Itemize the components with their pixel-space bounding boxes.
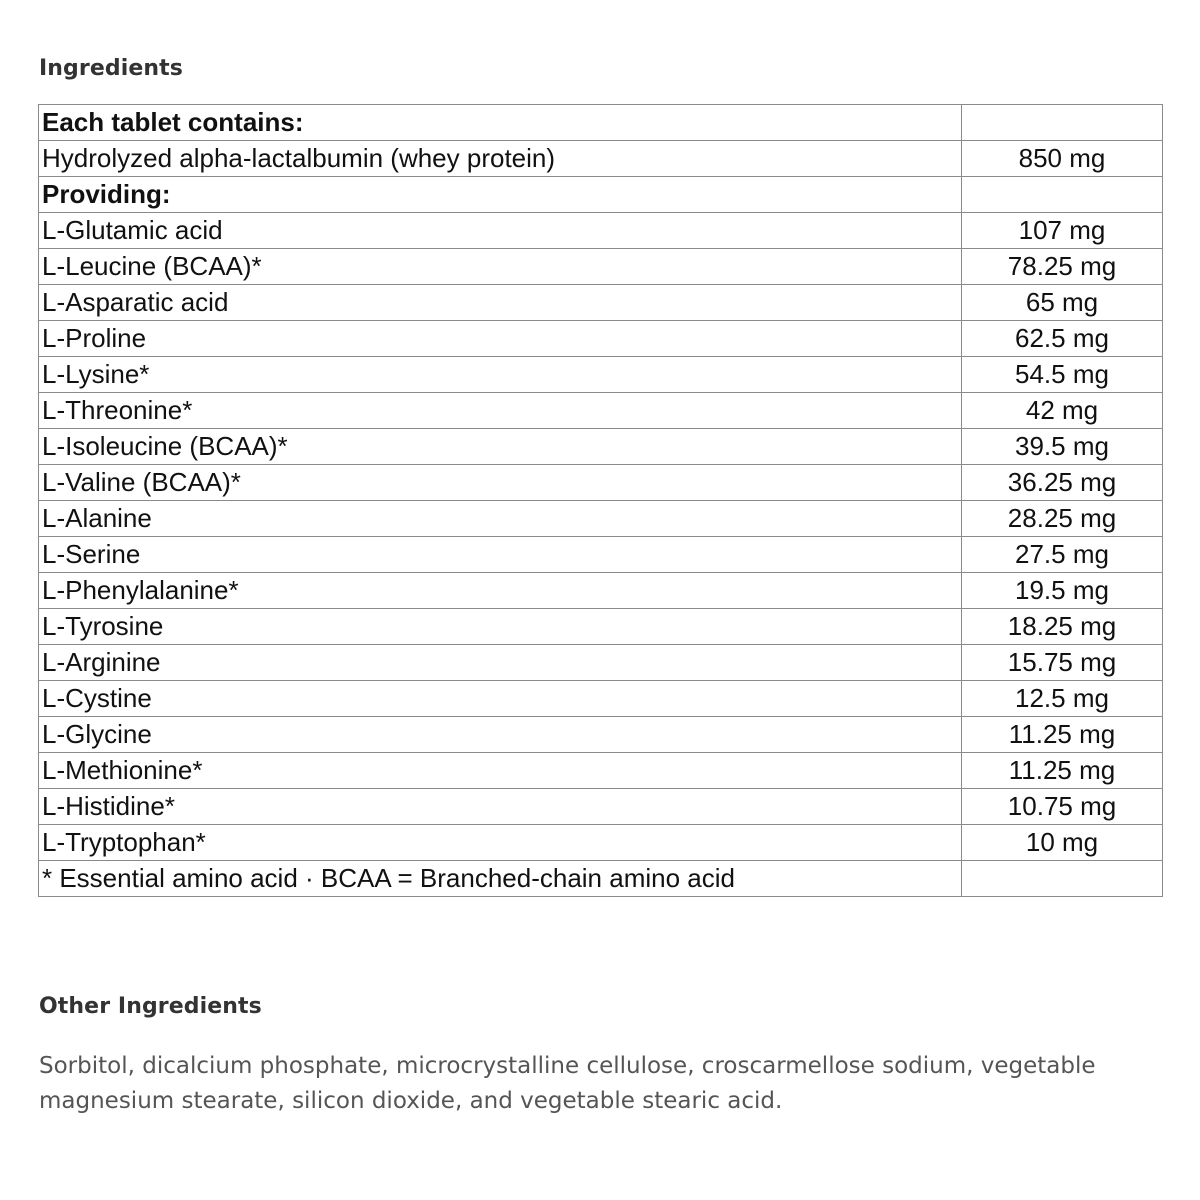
table-row — [39, 789, 1163, 825]
ingredient-amount: 39.5 mg — [962, 429, 1163, 465]
table-row — [39, 753, 1163, 789]
ingredient-name: L-Alanine — [39, 501, 962, 537]
ingredient-amount: 850 mg — [962, 141, 1163, 177]
table-row — [39, 177, 1163, 213]
ingredient-name: L-Cystine — [39, 681, 962, 717]
table-row — [39, 717, 1163, 753]
ingredients-table-body — [39, 105, 1163, 897]
ingredient-name: L-Methionine* — [39, 753, 962, 789]
other-ingredients-heading: Other Ingredients — [39, 994, 262, 1019]
ingredient-amount: 65 mg — [962, 285, 1163, 321]
ingredient-name: L-Phenylalanine* — [39, 573, 962, 609]
ingredient-name: L-Asparatic acid — [39, 285, 962, 321]
table-row — [39, 501, 1163, 537]
table-row — [39, 609, 1163, 645]
table-row — [39, 465, 1163, 501]
table-row — [39, 141, 1163, 177]
ingredient-name: L-Valine (BCAA)* — [39, 465, 962, 501]
ingredient-name: Providing: — [39, 177, 962, 213]
ingredient-name: L-Lysine* — [39, 357, 962, 393]
ingredient-amount: 78.25 mg — [962, 249, 1163, 285]
ingredient-amount: 10 mg — [962, 825, 1163, 861]
table-row — [39, 573, 1163, 609]
ingredient-amount — [962, 105, 1163, 141]
ingredient-amount: 28.25 mg — [962, 501, 1163, 537]
table-row — [39, 537, 1163, 573]
ingredient-name: Each tablet contains: — [39, 105, 962, 141]
ingredient-amount: 19.5 mg — [962, 573, 1163, 609]
ingredient-amount: 27.5 mg — [962, 537, 1163, 573]
table-row — [39, 861, 1163, 897]
ingredient-amount: 11.25 mg — [962, 717, 1163, 753]
ingredient-amount: 15.75 mg — [962, 645, 1163, 681]
ingredients-heading: Ingredients — [39, 56, 183, 81]
ingredient-name: L-Tyrosine — [39, 609, 962, 645]
table-row — [39, 681, 1163, 717]
ingredient-name: L-Isoleucine (BCAA)* — [39, 429, 962, 465]
table-row — [39, 321, 1163, 357]
ingredient-name: L-Histidine* — [39, 789, 962, 825]
ingredients-table — [38, 104, 1163, 897]
ingredient-amount: 10.75 mg — [962, 789, 1163, 825]
ingredient-amount: 62.5 mg — [962, 321, 1163, 357]
ingredient-name: L-Glutamic acid — [39, 213, 962, 249]
table-row — [39, 285, 1163, 321]
ingredient-amount — [962, 861, 1163, 897]
ingredient-amount: 54.5 mg — [962, 357, 1163, 393]
ingredient-amount: 18.25 mg — [962, 609, 1163, 645]
table-row — [39, 213, 1163, 249]
ingredient-name: L-Serine — [39, 537, 962, 573]
ingredient-amount: 11.25 mg — [962, 753, 1163, 789]
ingredient-amount — [962, 177, 1163, 213]
table-row — [39, 429, 1163, 465]
ingredient-name: L-Tryptophan* — [39, 825, 962, 861]
table-row — [39, 105, 1163, 141]
ingredient-name: L-Arginine — [39, 645, 962, 681]
ingredient-amount: 12.5 mg — [962, 681, 1163, 717]
table-row — [39, 825, 1163, 861]
ingredient-name: L-Glycine — [39, 717, 962, 753]
table-row — [39, 357, 1163, 393]
ingredient-name: Hydrolyzed alpha-lactalbumin (whey protein) — [39, 141, 962, 177]
ingredient-name: L-Proline — [39, 321, 962, 357]
table-row — [39, 249, 1163, 285]
ingredient-amount: 107 mg — [962, 213, 1163, 249]
ingredient-name: L-Threonine* — [39, 393, 962, 429]
table-row — [39, 393, 1163, 429]
ingredient-name: * Essential amino acid · BCAA = Branched-chain amino acid — [39, 861, 962, 897]
ingredient-name: L-Leucine (BCAA)* — [39, 249, 962, 285]
ingredient-amount: 42 mg — [962, 393, 1163, 429]
table-row — [39, 645, 1163, 681]
other-ingredients-text: Sorbitol, dicalcium phosphate, microcrystalline cellulose, croscarmellose sodium, vegetable magnesium stearate, silicon dioxide, and vegetable stearic acid. — [39, 1053, 1096, 1114]
ingredient-amount: 36.25 mg — [962, 465, 1163, 501]
